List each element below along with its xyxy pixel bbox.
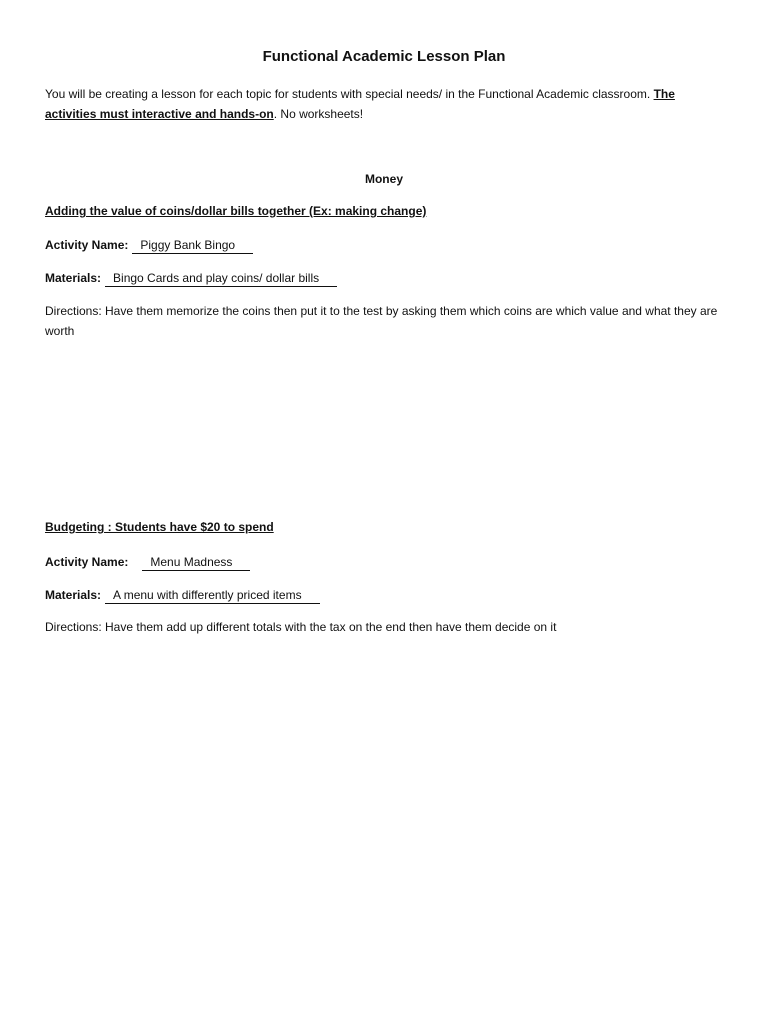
intro-paragraph [45, 84, 725, 124]
directions-text: Directions: Have them add up different totals with the tax on the end then have them decide on it [45, 620, 557, 634]
materials-label: Materials: [45, 271, 102, 285]
materials-value: A menu with differently priced items [105, 588, 320, 604]
materials-label: Materials: [45, 588, 102, 602]
directions-text: Directions: Have them memorize the coins then put it to the test by asking them which coins are which value and what they are worth [45, 304, 718, 338]
activity-name-label: Activity Name: [45, 555, 129, 569]
materials-value: Bingo Cards and play coins/ dollar bills [105, 271, 337, 287]
intro-text-end: . No worksheets! [273, 107, 364, 121]
topic-heading: Budgeting : Students have $20 to spend [45, 520, 274, 534]
document-title: Functional Academic Lesson Plan [262, 48, 506, 65]
activity-name-value: Menu Madness [142, 555, 250, 571]
section-title-money: Money [364, 172, 403, 186]
activity-name-field [45, 552, 250, 572]
intro-emphasis: The activities must interactive and hands-on [45, 87, 675, 121]
materials-field [45, 268, 337, 288]
topic-heading: Adding the value of coins/dollar bills together (Ex: making change) [45, 204, 427, 218]
intro-text-start: You will be creating a lesson for each topic for students with special needs/ in the Functional Academic classroom. [45, 87, 654, 101]
activity-name-field [45, 235, 253, 255]
activity-name-value: Piggy Bank Bingo [132, 238, 253, 254]
materials-field [45, 585, 320, 605]
activity-name-label: Activity Name: [45, 238, 129, 252]
